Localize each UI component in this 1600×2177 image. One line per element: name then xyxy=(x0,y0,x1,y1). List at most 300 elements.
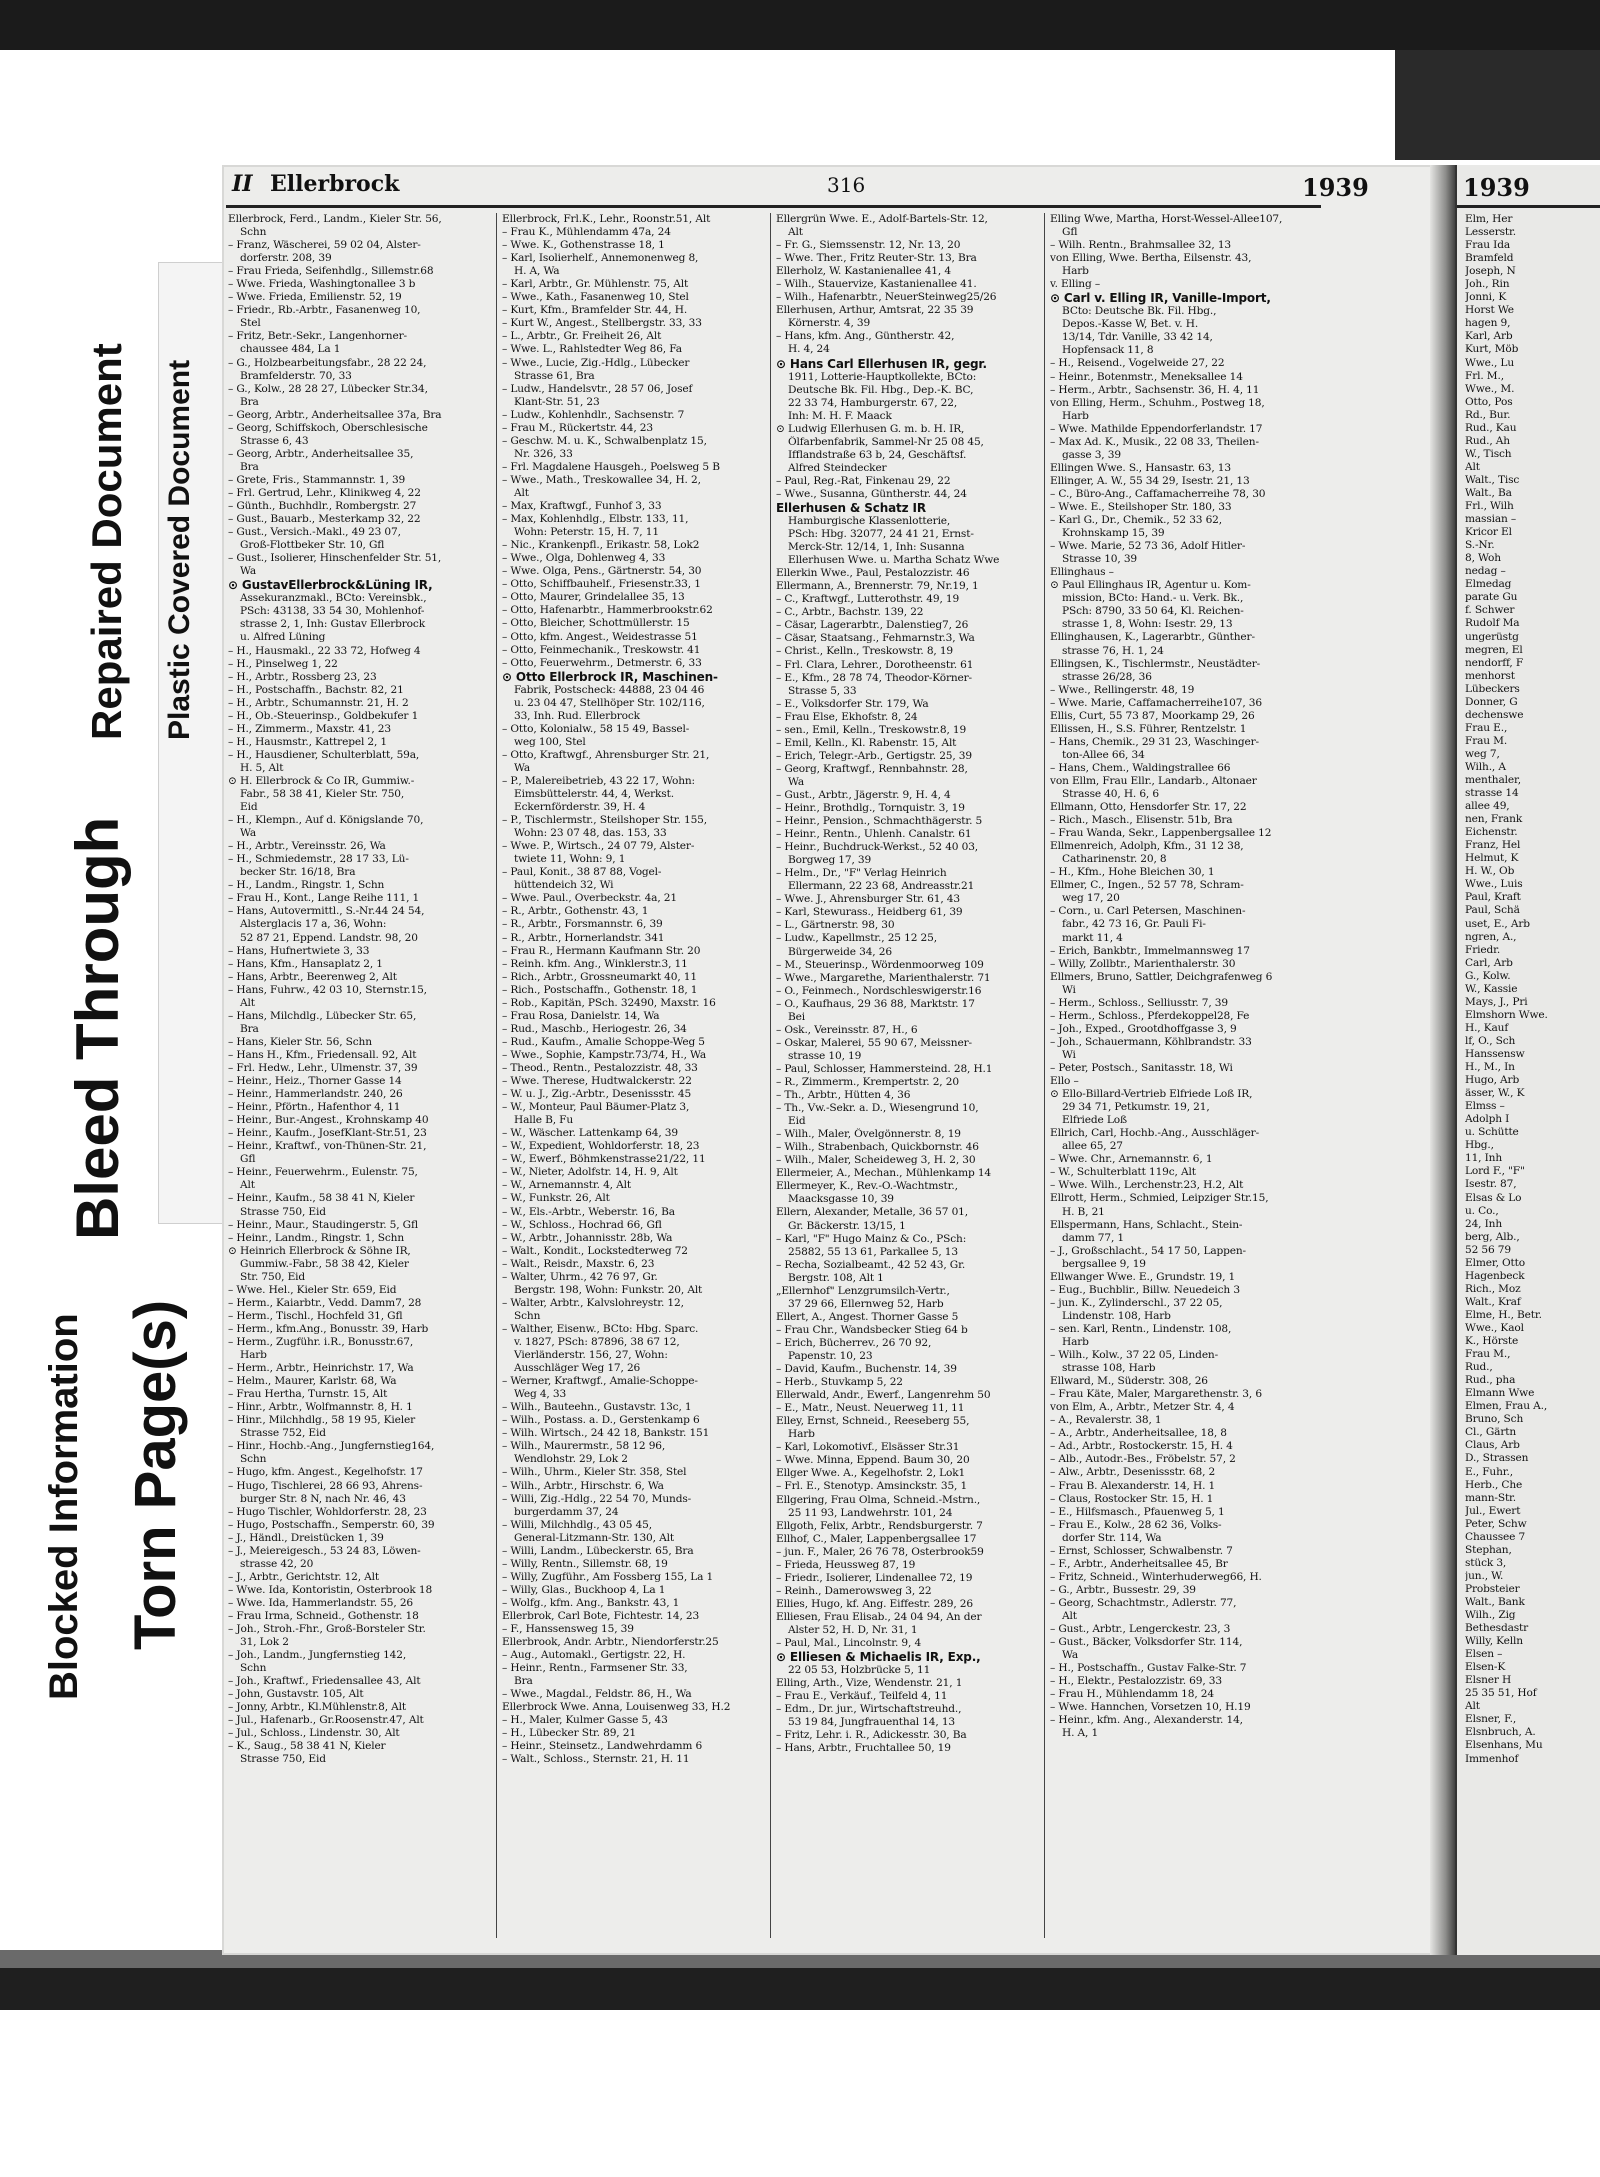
directory-entry: – Friedr., Rb.-Arbtr., Fasanenweg 10, xyxy=(228,304,421,317)
directory-entry: – Wilh., Stauervize, Kastanienallee 41. xyxy=(776,278,977,291)
directory-entry: Nr. 326, 33 xyxy=(514,447,573,460)
directory-entry: – Wwe. Therese, Hudtwalckerstr. 22 xyxy=(502,1075,692,1088)
directory-entry: PSch: 43138, 33 54 30, Mohlenhof- xyxy=(240,605,425,618)
directory-entry: – Hans, Chem., Waldingstrallee 66 xyxy=(1050,761,1231,774)
directory-entry: – G., Arbtr., Bussestr. 29, 39 xyxy=(1050,1583,1196,1596)
directory-entry: Wa xyxy=(788,775,804,788)
directory-entry: – H., Maler, Kulmer Gasse 5, 43 xyxy=(502,1714,668,1727)
directory-entry-firm: ⊙ GustavEllerbrock&Lüning IR, xyxy=(228,578,433,593)
directory-entry: Harb xyxy=(1062,1335,1089,1348)
directory-entry: von Ellm, Frau Ellr., Landarb., Altonaer xyxy=(1050,774,1257,787)
next-page-entry: Wwe., M. xyxy=(1465,382,1515,395)
next-page-entry: Elmer, Otto xyxy=(1465,1256,1525,1269)
directory-entry: Ellinger, A. W., 55 34 29, Isestr. 21, 13 xyxy=(1050,474,1250,487)
directory-entry: – H., Kfm., Hohe Bleichen 30, 1 xyxy=(1050,866,1215,879)
directory-entry: H. 5, Alt xyxy=(240,761,284,774)
directory-entry: H. B, 21 xyxy=(1062,1205,1105,1218)
directory-entry: Bra xyxy=(240,460,259,473)
directory-entry: – Heinr., Maur., Staudingerstr. 5, Gfl xyxy=(228,1218,419,1231)
directory-entry: weg 100, Stel xyxy=(514,735,586,748)
directory-entry: – W., Nieter, Adolfstr. 14, H. 9, Alt xyxy=(502,1166,678,1179)
directory-entry: burger Str. 8 N, nach Nr. 46, 43 xyxy=(240,1492,406,1505)
directory-entry: – Wwe. L., Rahlstedter Weg 86, Fa xyxy=(502,343,682,356)
page-gutter xyxy=(1430,165,1456,1955)
directory-entry: Assekuranzmakl., BCto: Vereinsbk., xyxy=(240,592,427,605)
next-page-entry: Elm, Her xyxy=(1465,213,1513,225)
scan-border-bottom xyxy=(0,1968,1600,2010)
next-page-entry: Walt., Tisc xyxy=(1465,473,1520,486)
next-page-entry: Paul, Kraft xyxy=(1465,891,1521,904)
next-page-entry: Rud., Kau xyxy=(1465,421,1517,434)
directory-entry: Ellissen, H., S.S. Führer, Rentzelstr. 1 xyxy=(1050,722,1247,735)
directory-entry: – H., Hausdiener, Schulterblatt, 59a, xyxy=(228,748,420,761)
directory-entry: – Frau E., Kolw., 28 62 36, Volks- xyxy=(1050,1518,1222,1531)
directory-entry: – Claus, Rostocker Str. 15, H. 1 xyxy=(1050,1492,1214,1505)
next-page-entry: H., Kauf xyxy=(1465,1021,1509,1034)
directory-entry: Gfl xyxy=(1062,226,1078,239)
directory-entry: – Herm., Zugführ. i.R., Bonusstr.67, xyxy=(228,1335,414,1348)
directory-entry: – Wwe., Math., Treskowallee 34, H. 2, xyxy=(502,473,701,486)
directory-entry: – F., Arbtr., Anderheitsallee 45, Br xyxy=(1050,1557,1228,1570)
directory-entry: Ellermeyer, K., Rev.-O.-Wachtmstr., xyxy=(776,1180,958,1193)
directory-entry: Ellwanger Wwe. E., Grundstr. 19, 1 xyxy=(1050,1270,1236,1283)
next-page-entry: Rd., Bur. xyxy=(1465,408,1511,421)
directory-entry: – Willy, Rentn., Sillemstr. 68, 19 xyxy=(502,1557,668,1570)
directory-entry: u. Alfred Lüning xyxy=(240,631,326,644)
directory-entry: Maacksgasse 10, 39 xyxy=(788,1193,894,1206)
directory-entry: – Wwe. Marie, Caffamacherreihe107, 36 xyxy=(1050,696,1262,709)
directory-entry: – L., Arbtr., Gr. Freiheit 26, Alt xyxy=(502,330,662,343)
next-page-entry: Claus, Arb xyxy=(1465,1439,1520,1452)
directory-entry: Ellerhusen Wwe. u. Martha Schatz Wwe xyxy=(788,554,1000,567)
page-number: 316 xyxy=(827,173,866,197)
directory-entry: Ellmenreich, Adolph, Kfm., 31 12 38, xyxy=(1050,840,1244,853)
directory-entry: ⊙ Heinrich Ellerbrock & Söhne IR, xyxy=(228,1244,411,1257)
directory-entry: – Hans, Arbtr., Beerenweg 2, Alt xyxy=(228,970,397,983)
next-page-entry: Elsenhans, Mu xyxy=(1465,1739,1543,1752)
directory-entry: – jun. K., Zylinderschl., 37 22 05, xyxy=(1050,1296,1223,1309)
directory-entry: – Herm., kfm.Ang., Bonusstr. 39, Harb xyxy=(228,1322,429,1335)
directory-entry: – W., Arnemannstr. 4, Alt xyxy=(502,1179,631,1192)
next-page-entry: Bethesdastr xyxy=(1465,1622,1529,1635)
next-page-entry: Stephan, xyxy=(1465,1543,1512,1556)
directory-entry: – H., Arbtr., Schumannstr. 21, H. 2 xyxy=(228,696,409,709)
next-page-entry: Isestr. 87, xyxy=(1465,1178,1517,1191)
directory-entry: Papenstr. 10, 23 xyxy=(788,1349,873,1362)
directory-entry: – Joh., Stroh.-Fhr., Groß-Borsteler Str. xyxy=(228,1623,426,1636)
directory-entry: strasse 108, Harb xyxy=(1062,1362,1156,1375)
directory-entry: Ellermann, A., Brennerstr. 79, Nr.19, 1 xyxy=(776,580,979,593)
directory-entry: – Gust., Bäcker, Volksdorfer Str. 114, xyxy=(1050,1636,1243,1649)
next-page-entry: Lübeckers xyxy=(1465,682,1520,695)
directory-entry: Bra xyxy=(240,395,259,408)
directory-entry: – Gust., Arbtr., Lengerckestr. 23, 3 xyxy=(1050,1623,1231,1636)
directory-entry: – Hans, Kieler Str. 56, Schn xyxy=(228,1035,372,1048)
directory-entry: Ellerbrock, Ferd., Landm., Kieler Str. 56, xyxy=(228,213,442,225)
directory-entry: – Alb., Autodr.-Bes., Fröbelstr. 57, 2 xyxy=(1050,1453,1236,1466)
directory-entry: – W., Schulterblatt 119c, Alt xyxy=(1050,1166,1196,1179)
next-page-entry: jun., W. xyxy=(1465,1569,1504,1582)
directory-entry: – Rich., Arbtr., Grossneumarkt 40, 11 xyxy=(502,970,697,983)
directory-entry: – Otto, Bleicher, Schottmüllerstr. 15 xyxy=(502,617,690,630)
next-page-year: 1939 xyxy=(1463,173,1530,202)
directory-entry: – Frl. Hedw., Lehr., Ulmenstr. 37, 39 xyxy=(228,1062,418,1074)
directory-entry: ⊙ H. Ellerbrock & Co IR, Gummiw.- xyxy=(228,774,415,787)
directory-entry: – Frau Wanda, Sekr., Lappenbergsallee 12 xyxy=(1050,827,1272,840)
directory-entry: – J., Großschlacht., 54 17 50, Lappen- xyxy=(1050,1244,1246,1257)
header-rule xyxy=(226,205,1321,208)
directory-entry: gasse 3, 39 xyxy=(1062,448,1121,461)
directory-entry: Alt xyxy=(788,226,803,239)
directory-entry: – C., Arbtr., Bachstr. 139, 22 xyxy=(776,606,924,619)
directory-entry: Ellmann, Otto, Hensdorfer Str. 17, 22 xyxy=(1050,801,1247,814)
next-page-entry: Wilh., A xyxy=(1465,760,1506,773)
directory-entry: – Wwe., Lucie, Zig.-Hdlg., Lübecker xyxy=(502,356,690,369)
directory-entry: – Günth., Buchhdlr., Rombergstr. 27 xyxy=(228,500,417,513)
next-page-entry: massian – xyxy=(1465,513,1517,526)
directory-entry: – Otto, Kolonialw., 58 15 49, Bassel- xyxy=(502,722,690,735)
column-4 xyxy=(1050,213,1313,1938)
directory-entry: Elfriede Loß xyxy=(1062,1114,1127,1127)
column-3 xyxy=(776,213,1039,1938)
directory-entry: – Frau Käte, Maler, Margarethenstr. 3, 6 xyxy=(1050,1388,1262,1401)
next-page-entry: G., Kolw. xyxy=(1465,969,1511,982)
directory-entry: – Wwe., Sophie, Kampstr.73/74, H., Wa xyxy=(502,1048,706,1061)
next-page-entry: Alt xyxy=(1465,1700,1480,1713)
directory-entry: – Rud., Maschb., Heriogestr. 26, 34 xyxy=(502,1022,687,1035)
directory-entry: strasse 26/28, 36 xyxy=(1062,670,1152,683)
directory-entry: – Hinr., Milchhdlg., 58 19 95, Kieler xyxy=(228,1414,416,1427)
directory-entry: Bergstr. 198, Wohn: Funkstr. 20, Alt xyxy=(514,1283,703,1296)
directory-entry: – Herm., Tischl., Hochfeld 31, Gfl xyxy=(228,1309,403,1322)
directory-entry: – Herm., Arbtr., Sachsenstr. 36, H. 4, 11 xyxy=(1050,383,1260,396)
directory-entry: – Frau Chr., Wandsbecker Stieg 64 b xyxy=(776,1323,968,1336)
directory-entry: Ellerkin Wwe., Paul, Pestalozzistr. 46 xyxy=(776,567,970,580)
directory-entry: – O., Kaufhaus, 29 36 88, Marktstr. 17 xyxy=(776,997,975,1010)
next-page-entry: Frau M., xyxy=(1465,1348,1511,1361)
directory-entry: – Heinr., Pförtn., Hafenthor 4, 11 xyxy=(228,1101,401,1114)
directory-entry: damm 77, 1 xyxy=(1062,1231,1125,1244)
directory-entry: – Wwe. Hel., Kieler Str. 659, Eid xyxy=(228,1283,397,1296)
directory-entry: – W., Monteur, Paul Bäumer-Platz 3, xyxy=(502,1101,690,1114)
next-page-entry: Chaussee 7 xyxy=(1465,1530,1526,1543)
directory-entry: – Wilh., Uhrm., Kieler Str. 358, Stel xyxy=(502,1466,687,1479)
next-page-entry: Frau M. xyxy=(1465,734,1508,747)
directory-entry-firm: ⊙ Elliesen & Michaelis IR, Exp., xyxy=(776,1650,981,1665)
directory-entry: – H., Arbtr., Vereinsstr. 26, Wa xyxy=(228,840,386,853)
next-page-entry: Immenhof xyxy=(1465,1752,1519,1765)
scan-shadow-top-right xyxy=(1395,50,1600,160)
directory-entry: – Jonny, Arbtr., Kl.Mühlenstr.8, Alt xyxy=(228,1701,406,1714)
directory-entry: – Joh., Kraftwf., Friedensallee 43, Alt xyxy=(228,1675,421,1688)
directory-entry: – W., Schloss., Hochrad 66, Gfl xyxy=(502,1218,662,1231)
directory-entry: Ölfarbenfabrik, Sammel-Nr 25 08 45, xyxy=(788,435,984,448)
directory-entry: ton-Allee 66, 34 xyxy=(1062,748,1145,761)
directory-entry: Strasse 6, 43 xyxy=(240,434,309,447)
next-page-entry: Hagenbeck xyxy=(1465,1269,1525,1282)
page-title: Ellerbrock xyxy=(270,171,400,197)
next-page-column xyxy=(1465,213,1600,1766)
directory-entry: – Wwe., Rellingerstr. 48, 19 xyxy=(1050,683,1195,696)
directory-entry: – Hans, Kfm., Hansaplatz 2, 1 xyxy=(228,957,383,970)
next-page-entry: Jul., Ewert xyxy=(1465,1504,1521,1517)
directory-entry: H. 4, 24 xyxy=(788,343,830,356)
directory-entry: – Willy, Glas., Buckhoop 4, La 1 xyxy=(502,1583,666,1596)
directory-entry: twiete 11, Wohn: 9, 1 xyxy=(514,853,626,866)
directory-entry: – Herm., Schloss., Pferdekoppel28, Fe xyxy=(1050,1009,1250,1022)
directory-entry: Str. 750, Eid xyxy=(240,1270,306,1283)
directory-entry: – Heinr., Feuerwehrm., Eulenstr. 75, xyxy=(228,1166,418,1179)
directory-entry: – David, Kaufm., Buchenstr. 14, 39 xyxy=(776,1363,957,1376)
directory-entry: – Frau Irma, Schneid., Gothenstr. 18 xyxy=(228,1609,419,1622)
directory-entry: – Frau Else, Ekhofstr. 8, 24 xyxy=(776,710,918,723)
directory-entry: – Paul, Konit., 38 87 88, Vogel- xyxy=(502,866,662,879)
directory-entry: – Walther, Eisenw., BCto: Hbg. Sparc. xyxy=(502,1322,699,1335)
directory-entry: 25882, 55 13 61, Parkallee 5, 13 xyxy=(788,1245,958,1258)
next-page-entry: nendorff, F xyxy=(1465,656,1524,669)
next-page-entry: Wwe., Lu xyxy=(1465,356,1514,369)
directory-entry: – Herm., Kaiarbtr., Vedd. Damm7, 28 xyxy=(228,1296,422,1309)
next-page-entry: Elmann Wwe xyxy=(1465,1387,1535,1400)
directory-entry: – Heinr., Bur.-Angest., Krohnskamp 40 xyxy=(228,1114,429,1127)
directory-entry: – W., Expedient, Wohldorferstr. 18, 23 xyxy=(502,1140,700,1153)
next-page-entry: 11, Inh xyxy=(1465,1152,1502,1165)
directory-entry: – Edm., Dr. jur., Wirtschaftstreuhd., xyxy=(776,1703,962,1716)
directory-entry: strasse 42, 20 xyxy=(240,1557,314,1570)
next-page-entry: Otto, Pos xyxy=(1465,395,1513,408)
directory-entry: – Fritz, Lehr. i. R., Adickesstr. 30, Ba xyxy=(776,1729,967,1742)
next-page-entry: uset, E., Arb xyxy=(1465,917,1530,930)
directory-entry: fabr., 42 73 16, Gr. Pauli Fi- xyxy=(1062,918,1206,931)
directory-entry: – K., Saug., 58 38 41 N, Kieler xyxy=(228,1740,386,1753)
next-page-entry: Carl, Arb xyxy=(1465,956,1513,969)
directory-entry-firm: Ellerhusen & Schatz IR xyxy=(776,500,926,515)
directory-entry: – jun. F., Maler, 26 76 78, Osterbrook59 xyxy=(776,1545,984,1558)
next-page-entry: Rud., pha xyxy=(1465,1374,1516,1387)
next-page-entry: Rud., Ah xyxy=(1465,434,1510,447)
directory-entry: ⊙ Paul Ellinghaus IR, Agentur u. Kom- xyxy=(1050,579,1251,592)
directory-entry: strasse 76, H. 1, 24 xyxy=(1062,644,1164,657)
directory-entry: v. Elling – xyxy=(1050,278,1100,291)
directory-entry: – Paul, Mal., Lincolnstr. 9, 4 xyxy=(776,1637,922,1650)
directory-entry: – Ludw., Kohlenhdlr., Sachsenstr. 7 xyxy=(502,408,685,421)
directory-entry: – Wwe. J., Ahrensburger Str. 61, 43 xyxy=(776,893,960,906)
next-page-entry: Probsteier xyxy=(1465,1582,1520,1595)
directory-entry: – Georg, Arbtr., Anderheitsallee 35, xyxy=(228,447,414,460)
next-page-entry: Rich., Moz xyxy=(1465,1282,1521,1295)
column-2 xyxy=(502,213,765,1938)
directory-entry: Gummiw.-Fabr., 58 38 42, Kieler xyxy=(240,1257,409,1270)
directory-entry: – Jul., Schloss., Lindenstr. 30, Alt xyxy=(228,1727,400,1740)
next-page-entry: Kricor El xyxy=(1465,526,1512,539)
directory-entry: Bergstr. 108, Alt 1 xyxy=(788,1271,884,1284)
directory-entry: – Willy, Zollbtr., Marienthalerstr. 30 xyxy=(1050,957,1236,970)
directory-entry: – Karl, Isolierhelf., Annemonenweg 8, xyxy=(502,252,699,265)
directory-entry: Bra xyxy=(240,1022,259,1035)
directory-entry: – Paul, Schlosser, Hammersteind. 28, H.1 xyxy=(776,1062,993,1075)
directory-entry: – F., Hanssensweg 15, 39 xyxy=(502,1623,634,1636)
directory-entry: Ellgering, Frau Olma, Schneid.-Mstrn., xyxy=(776,1493,981,1506)
directory-entry: Merck-Str. 12/14, 1, Inh: Susanna xyxy=(788,541,965,554)
next-page-entry: Kurt, Möb xyxy=(1465,343,1519,356)
next-page-entry: Frl., Wilh xyxy=(1465,500,1514,513)
directory-entry: – Wwe. Ther., Fritz Reuter-Str. 13, Bra xyxy=(776,252,977,265)
next-page-entry: ngren, A., xyxy=(1465,930,1517,943)
directory-entry: – Ad., Arbtr., Rostockerstr. 15, H. 4 xyxy=(1050,1440,1233,1453)
directory-entry: – W., Funkstr. 26, Alt xyxy=(502,1192,610,1205)
directory-entry: – Walt., Kondit., Lockstedterweg 72 xyxy=(502,1244,688,1257)
next-page-entry: Lesserstr. xyxy=(1465,226,1516,239)
label-bleed-through: Bleed Through xyxy=(64,816,131,1240)
directory-entry-firm: ⊙ Carl v. Elling IR, Vanille-Import, xyxy=(1050,291,1271,306)
directory-entry: – Wwe. P., Wirtsch., 24 07 79, Alster- xyxy=(502,840,695,853)
directory-entry: – Eug., Buchblir., Billw. Neuedeich 3 xyxy=(1050,1283,1240,1296)
column-divider xyxy=(770,213,771,1938)
next-page-entry: weg 7, xyxy=(1465,747,1500,760)
next-page-entry: 25 35 51, Hof xyxy=(1465,1687,1537,1700)
directory-entry: – Walter, Arbtr., Kalvslohreystr. 12, xyxy=(502,1296,684,1309)
directory-entry: – Heinr., Landm., Ringstr. 1, Schn xyxy=(228,1231,404,1244)
directory-entry: Ellermann, 22 23 68, Andreasstr.21 xyxy=(788,880,975,893)
directory-entry: Inh: M. H. F. Maack xyxy=(788,409,892,422)
next-page-entry: Bruno, Sch xyxy=(1465,1413,1524,1426)
directory-entry: Harb xyxy=(1062,409,1089,422)
next-page-entry: H., M., In xyxy=(1465,1061,1515,1074)
directory-entry: – Wwe. Mathilde Eppendorferlandstr. 17 xyxy=(1050,422,1263,435)
directory-entry: Lindenstr. 108, Harb xyxy=(1062,1309,1171,1322)
directory-entry: Wa xyxy=(514,761,530,774)
next-page-entry: nedag – xyxy=(1465,565,1506,578)
directory-entry: – E., Hilfsmasch., Pfauenweg 5, 1 xyxy=(1050,1505,1225,1518)
directory-entry: – Wwe. Ida, Hammerlandstr. 55, 26 xyxy=(228,1596,414,1609)
next-page-entry: mann-Str. xyxy=(1465,1491,1517,1504)
directory-entry: – Frl. E., Stenotyp. Amsinckstr. 35, 1 xyxy=(776,1480,968,1493)
directory-entry: – Hugo, Postschaffn., Semperstr. 60, 39 xyxy=(228,1518,435,1531)
next-page-entry: Rud., xyxy=(1465,1361,1493,1374)
column-1 xyxy=(228,213,491,1938)
directory-entry: – J., Meiereigesch., 53 24 83, Löwen- xyxy=(228,1544,421,1557)
directory-entry: – H., Landm., Ringstr. 1, Schn xyxy=(228,879,385,892)
directory-entry: – W. u. J., Zig.-Arbtr., Desenissstr. 45 xyxy=(502,1088,692,1101)
directory-entry: – Gust., Bauarb., Mesterkamp 32, 22 xyxy=(228,513,421,526)
next-page-entry: Helmut, K xyxy=(1465,852,1519,865)
directory-entry: – R., Arbtr., Forsmannstr. 6, 39 xyxy=(502,918,663,931)
next-page-entry: megren, El xyxy=(1465,643,1523,656)
directory-entry: Alfred Steindecker xyxy=(788,461,887,474)
directory-entry: – Frau Hertha, Turnstr. 15, Alt xyxy=(228,1388,388,1401)
directory-entry: – Gust., Versich.-Makl., 49 23 07, xyxy=(228,526,401,539)
directory-entry: – Heinr., Kaufm., 58 38 41 N, Kieler xyxy=(228,1192,415,1205)
next-page-entry: Joh., Rin xyxy=(1465,278,1510,291)
directory-entry: – Ernst, Schlosser, Schwalbenstr. 7 xyxy=(1050,1544,1233,1557)
next-page-entry: lf, O., Sch xyxy=(1465,1034,1516,1047)
directory-entry: – Wwe. Olga, Pens., Gärtnerstr. 54, 30 xyxy=(502,565,702,578)
directory-entry: – Otto, Schiffbauhelf., Friesenstr.33, 1 xyxy=(502,578,701,591)
directory-entry: Fabrik, Postscheck: 44888, 23 04 46 xyxy=(514,683,705,696)
next-page-entry: Hbg., xyxy=(1465,1139,1494,1152)
directory-entry: – Max, Kohlenhdlg., Elbstr. 133, 11, xyxy=(502,513,689,526)
directory-entry: – Max, Kraftwgf., Funhof 3, 33 xyxy=(502,500,662,513)
next-page-entry: Paul, Schä xyxy=(1465,904,1520,917)
directory-entry: strasse 10, 19 xyxy=(788,1049,862,1062)
next-page-entry: Cl., Gärtn xyxy=(1465,1426,1517,1439)
directory-entry: – Hans, Chemik., 29 31 23, Waschinger- xyxy=(1050,735,1259,748)
directory-entry: – Herm., Arbtr., Heinrichstr. 17, Wa xyxy=(228,1362,414,1375)
directory-entry: Alt xyxy=(1062,1609,1077,1622)
directory-entry: – Otto, Feinmechanik., Treskowstr. 41 xyxy=(502,643,701,656)
directory-entry: – Wwe. Paul., Overbeckstr. 4a, 21 xyxy=(502,892,677,905)
directory-entry: Ifflandstraße 63 b, 24, Geschäftsf. xyxy=(788,448,967,461)
directory-entry: – Recha, Sozialbeamt., 42 52 43, Gr. xyxy=(776,1258,966,1271)
directory-entry: – Joh., Landm., Jungfernstieg 142, xyxy=(228,1649,407,1662)
directory-entry: Eid xyxy=(240,801,258,814)
directory-entry: – Wilh., Bauteehn., Gustavstr. 13c, 1 xyxy=(502,1401,692,1414)
directory-entry: – Walt., Schloss., Sternstr. 21, H. 11 xyxy=(502,1753,690,1766)
directory-entry: – Hinr., Arbtr., Wolfmannstr. 8, H. 1 xyxy=(228,1401,413,1414)
directory-entry: – H., Elektr., Pestalozzistr. 69, 33 xyxy=(1050,1675,1222,1688)
directory-entry: Alster 52, H. D, Nr. 31, 1 xyxy=(788,1623,918,1636)
directory-entry: 25 11 93, Landwehrstr. 101, 24 xyxy=(788,1506,953,1519)
directory-entry: – Fritz, Schneid., Winterhuderweg66, H. xyxy=(1050,1570,1262,1583)
directory-entry: ⊙ Ello-Billard-Vertrieb Elfriede Loß IR, xyxy=(1050,1088,1253,1101)
directory-entry: 52 87 21, Eppend. Landstr. 98, 20 xyxy=(240,931,418,944)
directory-entry: Ellward, M., Süderstr. 308, 26 xyxy=(1050,1375,1208,1388)
directory-entry: – Willi, Milchhdlg., 43 05 45, xyxy=(502,1518,652,1531)
directory-entry: – Hans, Arbtr., Fruchtallee 50, 19 xyxy=(776,1742,951,1755)
directory-entry: – Oskar, Malerei, 55 90 67, Meissner- xyxy=(776,1036,972,1049)
directory-entry: Weg 4, 33 xyxy=(514,1388,567,1401)
directory-entry: – Wwe. Minna, Eppend. Baum 30, 20 xyxy=(776,1454,970,1467)
directory-entry: – Wwe. Wilh., Lerchenstr.23, H.2, Alt xyxy=(1050,1179,1244,1192)
directory-entry: – W., Ewerf., Böhmkenstrasse21/22, 11 xyxy=(502,1153,706,1166)
next-page-entry: u. Co., xyxy=(1465,1204,1499,1217)
next-page-entry: ungerüstg xyxy=(1465,630,1519,643)
column-divider xyxy=(496,213,497,1938)
next-page-entry: Karl, Arb xyxy=(1465,330,1513,343)
directory-entry: chaussee 484, La 1 xyxy=(240,343,341,356)
directory-entry: von Elling, Wwe. Bertha, Eilsenstr. 43, xyxy=(1050,252,1252,265)
directory-entry: Wa xyxy=(1062,1649,1078,1662)
directory-entry: – H., Postschaffn., Bachstr. 82, 21 xyxy=(228,683,404,696)
directory-entry: – Wwe. Frieda, Washingtonallee 3 b xyxy=(228,278,416,291)
directory-entry: – Wwe. Frieda, Emilienstr. 52, 19 xyxy=(228,291,402,304)
directory-entry: Wohn: Peterstr. 15, H. 7, 11 xyxy=(514,526,659,539)
directory-entry: – Jul., Hafenarb., Gr.Roosenstr.47, Alt xyxy=(228,1714,424,1727)
next-page-entry: u. Schütte xyxy=(1465,1126,1519,1139)
scan-border-top xyxy=(0,0,1600,50)
directory-entry: Strasse 61, Bra xyxy=(514,369,595,382)
directory-entry: – Wilh., Maler, Övelgönnerstr. 8, 19 xyxy=(776,1128,961,1141)
directory-entry: Elley, Ernst, Schneid., Reeseberg 55, xyxy=(776,1415,970,1428)
directory-entry: – Otto, Feuerwehrm., Detmerstr. 6, 33 xyxy=(502,656,702,669)
directory-entry: – Ludw., Handelsvtr., 28 57 06, Josef xyxy=(502,382,693,395)
directory-entry: – Karl, "F" Hugo Mainz & Co., PSch: xyxy=(776,1232,967,1245)
directory-entry: von Elm, A., Arbtr., Metzer Str. 4, 4 xyxy=(1050,1401,1235,1414)
next-page-entry: Elsnbruch, A. xyxy=(1465,1726,1536,1739)
directory-entry: – H., Schmiedemstr., 28 17 33, Lü- xyxy=(228,853,409,866)
next-page-entry: nen, Frank xyxy=(1465,813,1523,826)
directory-entry: – Rob., Kapitän, PSch. 32490, Maxstr. 16 xyxy=(502,996,716,1009)
directory-entry: – Rich., Masch., Elisenstr. 51b, Bra xyxy=(1050,814,1233,827)
directory-entry: – Karl G., Dr., Chemik., 52 33 62, xyxy=(1050,514,1222,527)
directory-entry: Klant-Str. 51, 23 xyxy=(514,395,600,408)
directory-entry: – Georg, Arbtr., Anderheitsallee 37a, Bra xyxy=(228,408,442,421)
directory-entry: – Geschw. M. u. K., Schwalbenplatz 15, xyxy=(502,434,707,447)
directory-entry: – Wilh., Strabenbach, Quickbornstr. 46 xyxy=(776,1141,979,1154)
directory-entry: – R., Arbtr., Gothenstr. 43, 1 xyxy=(502,905,649,918)
directory-entry: – W., Wäscher. Lattenkamp 64, 39 xyxy=(502,1127,678,1140)
directory-entry: – Heinr., kfm. Ang., Alexanderstr. 14, xyxy=(1050,1714,1243,1727)
